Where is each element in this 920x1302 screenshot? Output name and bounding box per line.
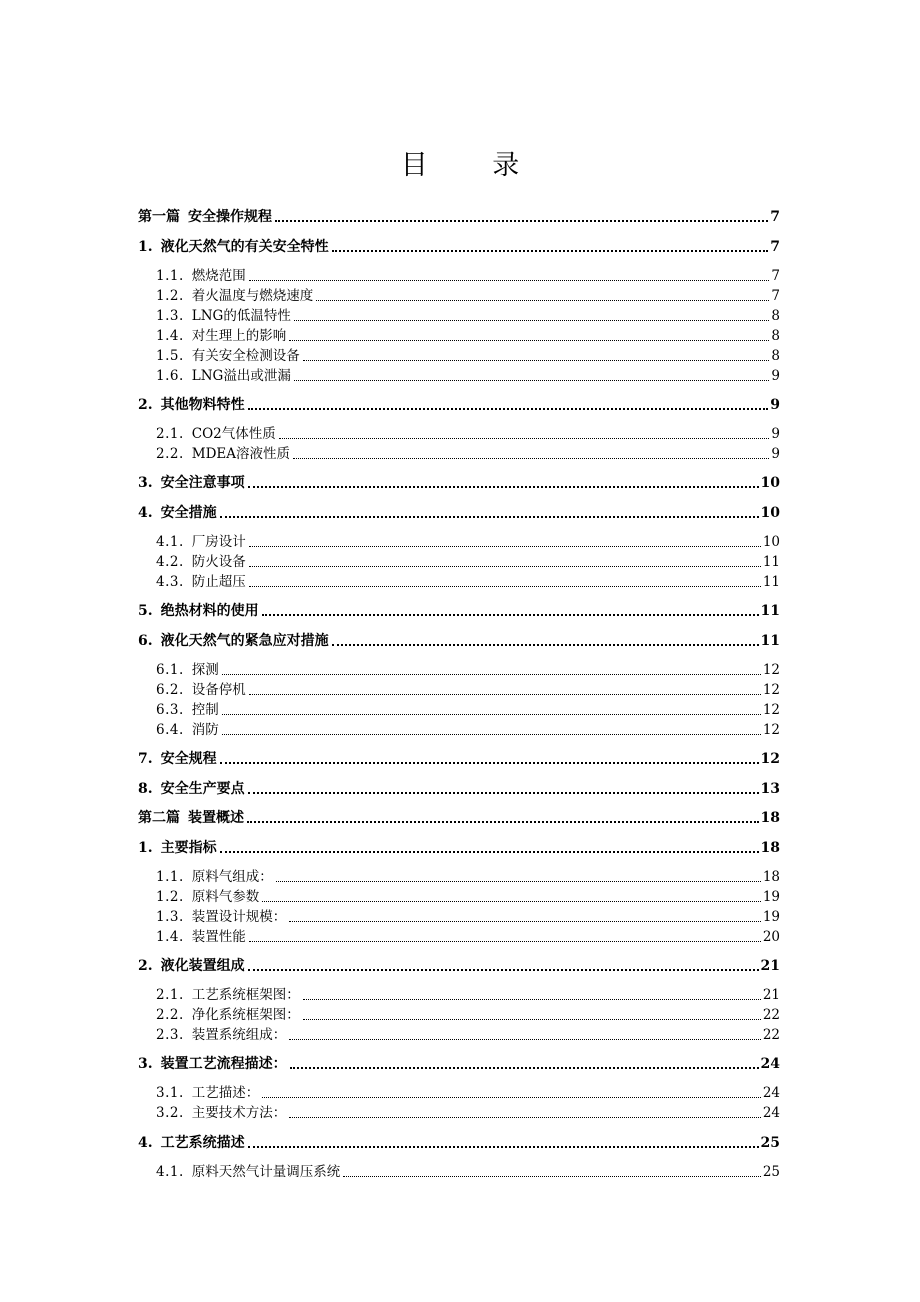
toc-entry-number: 1.4. [156,929,184,945]
toc-entry[interactable] [138,1134,780,1152]
toc-entry-title: 消防 [191,722,219,738]
toc-entry-title: 安全注意事项 [160,475,245,491]
toc-dot-leader [249,532,761,547]
toc-dot-leader [222,720,761,735]
toc-entry-title: MDEA溶液性质 [191,446,291,462]
toc-entry-page: 24 [762,1085,780,1101]
toc-dot-leader [279,424,770,439]
toc-entry[interactable] [138,780,780,798]
toc-entry-number: 2. [138,958,153,974]
toc-entry-title: 控制 [191,702,219,718]
toc-entry-page: 24 [760,1056,780,1072]
toc-entry-page: 11 [762,554,780,570]
toc-entry-page: 19 [762,889,780,905]
toc-entry-title: 主要技术方法： [191,1105,287,1121]
toc-entry[interactable] [138,839,780,857]
toc-entry-number: 2.1. [156,987,184,1003]
toc-entry-page: 9 [771,426,780,442]
toc-dot-leader [303,985,761,1000]
toc-entry[interactable] [138,1163,780,1181]
toc-dot-leader [289,326,769,341]
toc-entry-page: 22 [762,1027,780,1043]
toc-entry-number: 4.1. [156,1164,184,1180]
toc-entry-number: 3.2. [156,1105,184,1121]
toc-dot-leader [262,600,759,616]
toc-entry-title: 装置概述 [188,810,244,826]
toc-dot-leader [303,346,770,361]
toc-entry-page: 12 [762,662,780,678]
toc-entry-page: 24 [762,1105,780,1121]
toc-entry-title: 工艺系统框架图： [191,987,300,1003]
toc-entry-title: 工艺描述： [191,1085,260,1101]
toc-entry-number: 1.3. [156,909,184,925]
toc-entry-number: 1.3. [156,308,184,324]
toc-dot-leader [222,660,761,675]
toc-entry-page: 25 [760,1135,780,1151]
toc-entry-number: 1. [138,840,153,856]
toc-entry[interactable] [138,445,780,463]
toc-entry-title: CO2气体性质 [191,426,276,442]
toc-dot-leader [248,955,759,971]
toc-entry-number: 8. [138,781,153,797]
toc-entry-title: 液化天然气的紧急应对措施 [160,633,329,649]
toc-entry[interactable] [138,1055,780,1073]
toc-entry-title: 净化系统框架图： [191,1007,300,1023]
toc-entry-title: 装置设计规模： [191,909,287,925]
toc-entry[interactable] [138,809,780,827]
toc-entry-number: 4.2. [156,554,184,570]
toc-entry-number: 2. [138,397,153,413]
toc-entry[interactable] [138,986,780,1004]
toc-entry-page: 9 [771,368,780,384]
toc-entry-title: 有关安全检测设备 [191,348,300,364]
toc-entry-title: 液化装置组成 [160,958,245,974]
toc-dot-leader [303,1005,761,1020]
toc-entry[interactable] [138,1026,780,1044]
toc-entry-page: 21 [760,958,780,974]
toc-dot-leader [220,502,759,518]
toc-entry[interactable] [138,681,780,699]
toc-entry[interactable] [138,701,780,719]
toc-dot-leader [248,472,759,488]
toc-dot-leader [294,366,770,381]
toc-entry-number: 4.3. [156,574,184,590]
toc-dot-leader [289,907,761,922]
toc-entry[interactable] [138,504,780,522]
toc-dot-leader [248,778,759,794]
toc-entry-page: 12 [762,702,780,718]
toc-entry-number: 7. [138,751,153,767]
toc-entry-page: 19 [762,909,780,925]
toc-entry[interactable] [138,1006,780,1024]
toc-entry-page: 7 [771,268,780,284]
toc-entry[interactable] [138,307,780,325]
toc-entry[interactable] [138,908,780,926]
toc-entry-page: 7 [770,239,780,255]
toc-entry[interactable] [138,287,780,305]
toc-entry-number: 4. [138,1135,153,1151]
toc-dot-leader [249,266,770,281]
toc-dot-leader [262,887,761,902]
toc-entry[interactable] [138,1084,780,1102]
toc-entry-number: 1.5. [156,348,184,364]
toc-entry-title: 主要指标 [160,840,217,856]
toc-entry-title: 安全生产要点 [160,781,245,797]
toc-entry[interactable] [138,267,780,285]
toc-entry-page: 13 [760,781,780,797]
toc-entry-title: 装置性能 [191,929,246,945]
toc-entry-title: 原料气参数 [191,889,260,905]
toc-entry[interactable] [138,868,780,886]
toc-dot-leader [293,444,769,459]
toc-entry[interactable] [138,396,780,414]
toc-entry-number: 2.2. [156,446,184,462]
toc-entry-page: 10 [762,534,780,550]
toc-dot-leader [249,680,761,695]
toc-entry[interactable] [138,347,780,365]
toc-entry-number: 第二篇 [138,810,180,826]
toc-entry[interactable] [138,888,780,906]
toc-entry-page: 22 [762,1007,780,1023]
toc-entry[interactable] [138,721,780,739]
toc-entry-title: 探测 [191,662,219,678]
toc-entry[interactable] [138,238,780,256]
toc-dot-leader [249,572,761,587]
toc-entry-page: 12 [762,722,780,738]
toc-dot-leader [247,807,759,823]
toc-entry-number: 6. [138,633,153,649]
toc-entry[interactable] [138,957,780,975]
toc-entry[interactable] [138,750,780,768]
toc-entry-number: 4.1. [156,534,184,550]
toc-entry-page: 7 [770,209,780,225]
toc-entry-number: 2.2. [156,1007,184,1023]
toc-entry[interactable] [138,367,780,385]
toc-entry-page: 21 [762,987,780,1003]
toc-entry-title: 厂房设计 [191,534,246,550]
toc-entry[interactable] [138,602,780,620]
toc-entry-page: 10 [760,475,780,491]
toc-dot-leader [275,206,768,222]
toc-entry-title: 防止超压 [191,574,246,590]
toc-entry-page: 18 [762,869,780,885]
toc-dot-leader [294,306,770,321]
toc-entry-page: 18 [760,810,780,826]
toc-dot-leader [289,1103,761,1118]
toc-entry-number: 6.4. [156,722,184,738]
toc-dot-leader [262,1083,761,1098]
toc-entry[interactable] [138,208,780,226]
toc-entry-title: 安全措施 [160,505,217,521]
toc-entry-title: 防火设备 [191,554,246,570]
toc-entry[interactable] [138,533,780,551]
toc-dot-leader [332,236,769,252]
toc-entry-number: 6.2. [156,682,184,698]
toc-entry[interactable] [138,474,780,492]
toc-entry-page: 11 [760,633,780,649]
toc-entry-number: 4. [138,505,153,521]
toc-entry-title: 绝热材料的使用 [160,603,259,619]
toc-dot-leader [332,630,759,646]
toc-entry-number: 3. [138,475,153,491]
toc-dot-leader [290,1053,759,1069]
toc-entry-page: 11 [762,574,780,590]
toc-dot-leader [248,1132,759,1148]
toc-entry-page: 25 [762,1164,780,1180]
toc-dot-leader [222,700,761,715]
toc-entry-number: 1.6. [156,368,184,384]
toc-entry-title: 对生理上的影响 [191,328,287,344]
toc-entry-page: 18 [760,840,780,856]
toc-entry-title: 装置系统组成： [191,1027,287,1043]
toc-entry-page: 8 [771,328,780,344]
toc-entry[interactable] [138,1104,780,1122]
toc-entry-number: 1.2. [156,889,184,905]
toc-entry-page: 10 [760,505,780,521]
toc-entry[interactable] [138,327,780,345]
toc-entry-number: 2.1. [156,426,184,442]
toc-entry-page: 9 [771,446,780,462]
toc-entry-title: 着火温度与燃烧速度 [191,288,314,304]
toc-entry-page: 7 [771,288,780,304]
toc-dot-leader [316,286,769,301]
toc-entry-number: 3. [138,1056,153,1072]
toc-entry-page: 9 [770,397,780,413]
toc-entry-number: 6.3. [156,702,184,718]
toc-entry-number: 1.1. [156,268,184,284]
toc-entry[interactable] [138,928,780,946]
toc-entry-title: LNG溢出或泄漏 [191,368,291,384]
toc-entry-page: 12 [762,682,780,698]
page-title: 目 录 [400,150,548,181]
toc-entry-title: 原料气组成： [191,869,273,885]
toc-entry-number: 2.3. [156,1027,184,1043]
toc-entry-number: 1. [138,239,153,255]
toc-dot-leader [249,552,761,567]
toc-entry-title: 安全操作规程 [188,209,272,225]
toc-entry-number: 1.4. [156,328,184,344]
toc-entry-page: 20 [762,929,780,945]
toc-dot-leader [220,837,759,853]
toc-entry[interactable] [138,425,780,443]
toc-entry-page: 8 [771,308,780,324]
toc-entry[interactable] [138,661,780,679]
toc-entry-number: 5. [138,603,153,619]
toc-entry-title: 原料天然气计量调压系统 [191,1164,341,1180]
toc-entry-title: LNG的低温特性 [191,308,291,324]
toc-entry-title: 设备停机 [191,682,246,698]
toc-entry-number: 6.1. [156,662,184,678]
toc-entry-title: 液化天然气的有关安全特性 [160,239,329,255]
toc-entry-title: 燃烧范围 [191,268,246,284]
toc-entry-title: 安全规程 [160,751,217,767]
toc-entry-title: 工艺系统描述 [160,1135,245,1151]
toc-entry-title: 其他物料特性 [160,397,245,413]
toc-entry[interactable] [138,632,780,650]
toc-dot-leader [276,867,761,882]
toc-entry[interactable] [138,553,780,571]
toc-dot-leader [289,1025,761,1040]
toc-dot-leader [343,1162,761,1177]
toc-entry-number: 第一篇 [138,209,180,225]
toc-dot-leader [248,394,769,410]
toc-entry-number: 1.2. [156,288,184,304]
toc-entry[interactable] [138,573,780,591]
toc-entry-title: 装置工艺流程描述： [160,1056,287,1072]
toc-entry-page: 8 [771,348,780,364]
toc-entry-number: 3.1. [156,1085,184,1101]
toc-dot-leader [249,927,761,942]
toc-dot-leader [220,748,759,764]
toc-entry-page: 12 [760,751,780,767]
toc-entry-number: 1.1. [156,869,184,885]
toc-entry-page: 11 [760,603,780,619]
